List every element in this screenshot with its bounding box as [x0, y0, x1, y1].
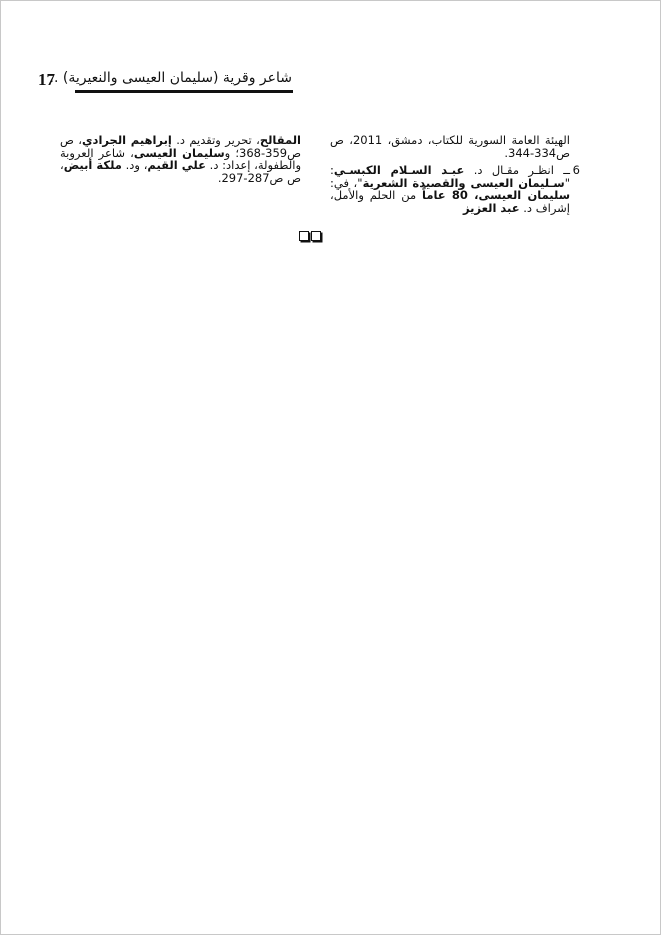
- editor-2-name: علي القيم: [147, 158, 206, 173]
- footnote-author: عبـد السـلام الكبسـي: [333, 163, 465, 178]
- page-number: 17: [38, 70, 55, 89]
- footnote-after-book: من الحلم والأمل، إشراف د.: [330, 188, 570, 215]
- header-rule: [75, 90, 293, 93]
- pages-1: ، ص ص359-368؛ و: [60, 133, 301, 160]
- footnote-6: [330, 163, 580, 215]
- footnote-in: "، في:: [330, 175, 363, 190]
- editor-name: إبراهيم الجرادي: [82, 133, 172, 147]
- footnote-colon: : ": [330, 163, 570, 190]
- footnote-continuation: الهيئة العامة السورية للكتاب، دمشق، 2011، ص ص334-344.: [330, 133, 570, 160]
- footnote-continuation-left: [60, 134, 301, 184]
- square-icon: [299, 231, 309, 241]
- footnote-number: 6: [572, 163, 580, 178]
- footnote-book-title: سليمان العيسى، 80 عاماً: [422, 188, 571, 203]
- footnotes-right-column: [330, 133, 580, 215]
- author-name-continued: المقالح: [259, 133, 301, 147]
- footnote-article-title: سـليمان العيسى والقصيدة الشعرية: [362, 175, 565, 190]
- pages-2: ، ص ص287-297.: [60, 158, 301, 185]
- footnotes-left-column: [60, 134, 301, 184]
- second-book-title: سليمان العيسى: [133, 145, 225, 160]
- and-dr: ، ود.: [121, 158, 148, 173]
- double-square-ornament-icon: [299, 231, 321, 241]
- footnote-dash: ــ انظـر مقـال د.: [464, 163, 571, 178]
- second-book-rest: ، شاعر العروبة والطفولة، إعداد: د.: [60, 145, 301, 173]
- footnote-supervisor: عبد العزيز: [463, 200, 520, 215]
- edit-text: ، تحرير وتقديم د.: [171, 133, 260, 147]
- editor-3-name: ملكة أبيض: [63, 158, 122, 173]
- square-icon: [311, 231, 321, 241]
- running-title: شاعر وقرية (سليمان العيسى والنعيرية) ..: [49, 70, 292, 86]
